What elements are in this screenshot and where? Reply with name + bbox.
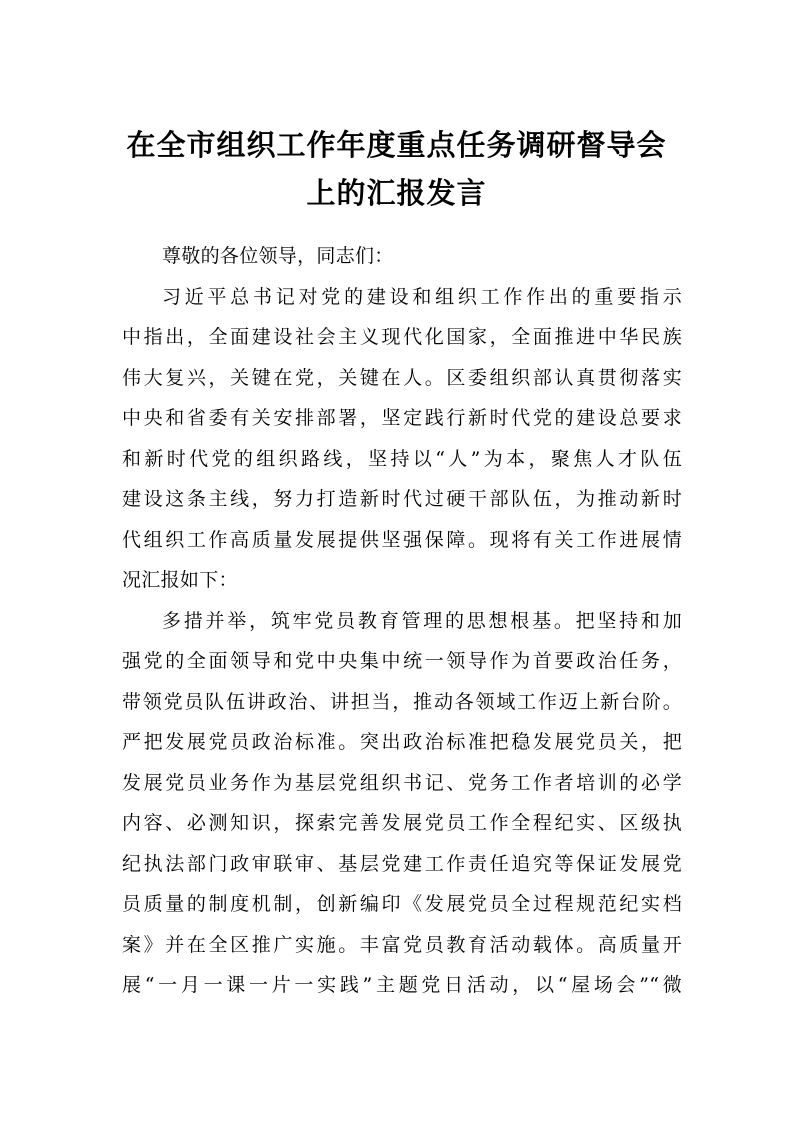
body-line: 多措并举，筑牢党员教育管理的思想根基。把坚持和加 [162,609,682,632]
body-line: 习近平总书记对党的建设和组织工作作出的重要指示 [162,285,682,308]
body-line: 纪执法部门政审联审、基层党建工作责任追究等保证发展党 [122,852,682,875]
body-line: 强党的全面领导和党中央集中统一领导作为首要政治任务， [122,650,682,672]
document-title-line-1: 在全市组织工作年度重点任务调研督导会 [126,128,667,162]
body-line: 展“一月一课一片一实践”主题党日活动，以“屋场会”“微 [122,974,682,996]
body-line: 案》并在全区推广实施。丰富党员教育活动载体。高质量开 [122,933,682,956]
body-line: 伟大复兴，关键在党，关键在人。区委组织部认真贯彻落实 [122,366,682,389]
salutation-line: 尊敬的各位领导，同志们： [162,245,394,267]
body-line: 员质量的制度机制，创新编印《发展党员全过程规范纪实档 [122,893,682,915]
body-line: 发展党员业务作为基层党组织书记、党务工作者培训的必学 [122,771,682,794]
body-line: 中指出，全面建设社会主义现代化国家，全面推进中华民族 [122,326,682,348]
body-line: 内容、必测知识，探索完善发展党员工作全程纪实、区级执 [122,812,682,834]
document-title-line-2: 上的汇报发言 [306,176,487,210]
body-line: 代组织工作高质量发展提供坚强保障。现将有关工作进展情 [122,528,682,551]
body-line: 带领党员队伍讲政治、讲担当，推动各领域工作迈上新台阶。 [122,690,682,713]
body-line: 中央和省委有关安排部署，坚定践行新时代党的建设总要求 [122,407,682,429]
body-line: 严把发展党员政治标准。突出政治标准把稳发展党员关，把 [122,731,682,753]
document-body [122,236,682,1006]
body-line: 建设这条主线，努力打造新时代过硬干部队伍，为推动新时 [122,488,682,510]
body-line: 况汇报如下： [122,569,238,591]
body-line: 和新时代党的组织路线，坚持以“人”为本，聚焦人才队伍 [122,447,682,470]
